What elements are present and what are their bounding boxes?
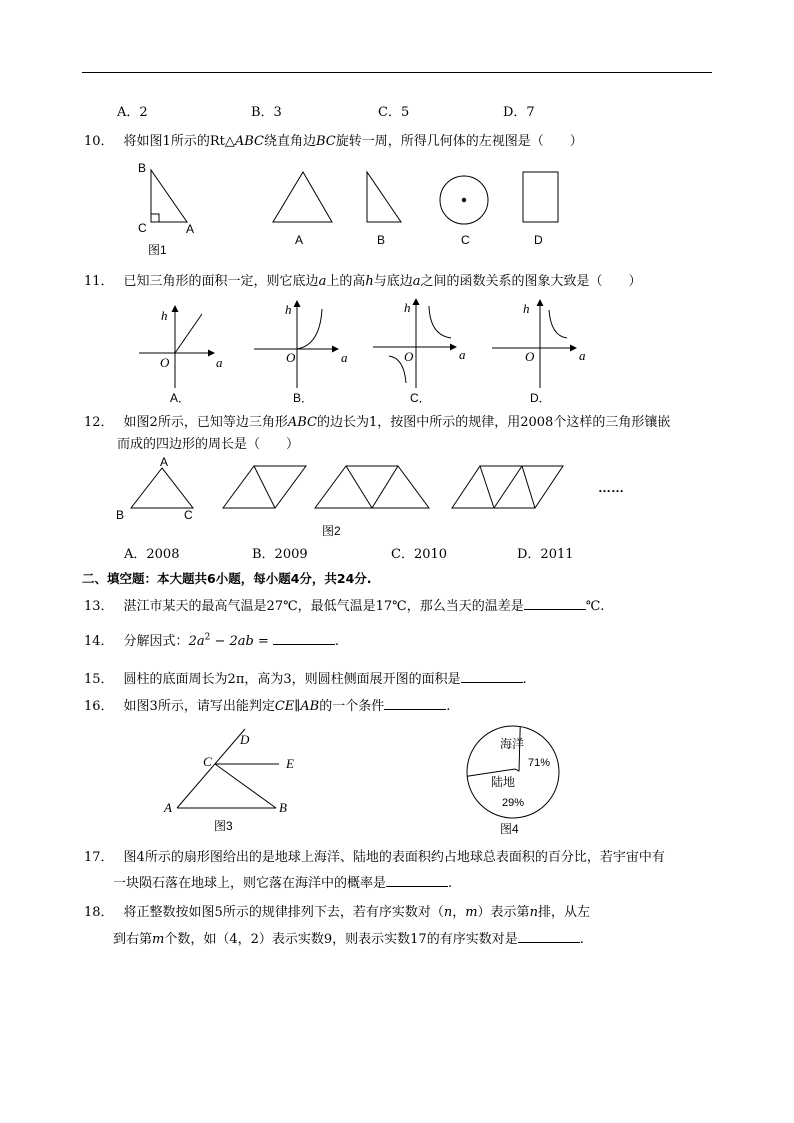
q18-line2-pre: 到右第 — [113, 932, 153, 947]
q17-answer-blank[interactable] — [386, 874, 448, 887]
fig3-point-b: B — [279, 800, 287, 815]
question-18-line1 — [84, 901, 590, 920]
q10-text-pre: 将如图1所示的Rt△ — [123, 134, 235, 149]
q18-var-m: m — [465, 905, 478, 920]
pie-slice-land-boundary — [467, 727, 520, 777]
q10-option-d-label: D — [534, 233, 543, 247]
q18-text-mid: ）表示第 — [477, 905, 530, 920]
pie-slice-boundary — [467, 727, 520, 777]
pie-value-ocean: 71% — [528, 757, 551, 769]
q17-text-line1: 图4所示的扇形图给出的是地球上海洋、陆地的表面积约占地球总表面积的百分比，若宇宙中有 — [123, 850, 665, 865]
q12-option-d: D．2011 — [517, 547, 574, 562]
fig1-caption: 图1 — [148, 243, 167, 257]
q12-text-pre: 如图2所示，已知等边三角形 — [123, 415, 288, 430]
q11-option-a-label: A． — [170, 391, 191, 405]
q9-option-b: B．3 — [251, 105, 282, 120]
q14-number: 14． — [84, 634, 114, 649]
fig2-caption: 图2 — [322, 524, 341, 538]
q14-expr-b: − 2ab = — [210, 634, 269, 649]
q12-triangle: ABC — [287, 415, 317, 430]
question-17-line2 — [113, 872, 452, 891]
question-18-line2 — [113, 928, 584, 947]
q12-text-post: 的边长为1，按图中所示的规律，用2008个这样的三角形镶嵌 — [316, 415, 671, 430]
q10-option-c-label: C — [461, 233, 470, 247]
q9-option-d: D．7 — [503, 105, 535, 120]
q18-period: . — [579, 932, 584, 947]
q11-b-axis-a: a — [341, 350, 348, 365]
q10-number: 10． — [84, 134, 114, 149]
q17-number: 17． — [84, 850, 114, 865]
q18-comma: ， — [452, 905, 466, 920]
q18-var-m-2: m — [152, 932, 165, 947]
q11-var-h: h — [365, 274, 374, 289]
q18-var-n: n — [443, 905, 453, 920]
pie-label-ocean: 海洋 — [500, 737, 525, 751]
q10-option-a-label: A — [295, 233, 304, 247]
q13-number: 13． — [84, 599, 114, 614]
fig3-point-a: A — [164, 800, 172, 815]
q12-option-b: B．2009 — [252, 547, 308, 562]
q14-text: 分解因式： — [123, 634, 189, 649]
q13-unit: ℃. — [585, 599, 605, 614]
pie-label-land: 陆地 — [491, 775, 516, 789]
q11-d-axis-a: a — [579, 348, 586, 363]
q17-period: . — [448, 876, 453, 891]
q18-line2-post: 个数，如（4，2）表示实数9，则表示实数17的有序实数对是 — [164, 932, 518, 947]
fig1-vertex-a: A — [186, 222, 195, 236]
q11-var-a-2: a — [412, 274, 421, 289]
q11-number: 11． — [84, 274, 114, 289]
q11-a-origin: O — [160, 355, 170, 370]
q16-period: . — [446, 699, 451, 714]
q9-option-c: C．5 — [378, 105, 410, 120]
q15-text: 圆柱的底面周长为2π，高为3，则圆柱侧面展开图的面积是 — [123, 672, 461, 687]
q11-option-d-label: D． — [530, 391, 551, 405]
fig1-vertex-b: B — [138, 161, 147, 175]
question-12-line2: 而成的四边形的周长是（ ） — [117, 437, 300, 452]
q15-number: 15． — [84, 672, 114, 687]
q18-number: 18． — [84, 905, 114, 920]
q11-c-axis-a: a — [459, 347, 466, 362]
q18-text-pre: 将正整数按如图5所示的规律排列下去，若有序实数对（ — [123, 905, 444, 920]
q11-d-axis-h: h — [523, 301, 530, 316]
q18-answer-blank[interactable] — [518, 930, 580, 943]
q18-var-n-2: n — [529, 905, 538, 920]
q12-option-c: C．2010 — [391, 547, 448, 562]
q11-a-axis-h: h — [161, 308, 168, 323]
question-17-line1 — [84, 846, 665, 865]
fig2-vertex-c: C — [184, 508, 193, 522]
q11-option-c-label: C． — [410, 391, 431, 405]
q12-number: 12． — [84, 415, 114, 430]
q17-text-line2: 一块陨石落在地球上，则它落在海洋中的概率是 — [113, 876, 387, 891]
q10-option-b-label: B — [377, 233, 386, 247]
q15-period: . — [522, 672, 527, 687]
q11-var-a: a — [318, 274, 327, 289]
fig2-vertex-b: B — [116, 508, 125, 522]
fig3-point-e: E — [286, 756, 294, 771]
q11-b-origin: O — [286, 350, 296, 365]
q16-text-pre: 如图3所示，请写出能判定 — [123, 699, 275, 714]
q11-c-axis-h: h — [404, 300, 411, 315]
q11-text-mid: 上的高 — [326, 274, 366, 289]
q10-text-post: 旋转一周，所得几何体的左视图是（ ） — [335, 134, 583, 149]
q12-option-a: A．2008 — [124, 547, 180, 562]
q10-text-mid: 绕直角边 — [263, 134, 316, 149]
q11-text-post: 之间的函数关系的图象大致是（ ） — [420, 274, 642, 289]
fig3-point-c: C — [203, 754, 212, 769]
q10-triangle: ABC — [234, 134, 264, 149]
q11-c-origin: O — [404, 349, 414, 364]
pie-value-land: 29% — [502, 797, 525, 809]
q18-text-post: 排，从左 — [537, 905, 590, 920]
fig2-vertex-a: A — [160, 455, 169, 469]
q14-expr-a: 2a — [188, 634, 205, 649]
q9-option-a: A．2 — [117, 105, 148, 120]
fig3-point-d: D — [240, 732, 250, 747]
section-2-heading: 二、填空题：本大题共6小题，每小题4分，共24分. — [82, 571, 372, 586]
fig1-vertex-c: C — [138, 221, 147, 235]
fig4-pie-chart — [467, 726, 559, 836]
q11-option-b-label: B． — [293, 391, 314, 405]
q16-text-mid: 的一个条件 — [319, 699, 385, 714]
q11-text-pre: 已知三角形的面积一定，则它底边 — [123, 274, 319, 289]
q11-a-axis-a: a — [216, 355, 223, 370]
q13-text: 湛江市某天的最高气温是27℃，最低气温是17℃，那么当天的温差是 — [123, 599, 524, 614]
q10-side: BC — [315, 134, 336, 149]
fig3-caption: 图3 — [214, 819, 233, 833]
q11-b-axis-h: h — [285, 302, 292, 317]
fig2-ellipsis: …… — [598, 480, 624, 495]
fig3-geometry — [163, 729, 294, 833]
fig4-caption: 图4 — [500, 822, 519, 836]
q11-d-origin: O — [525, 349, 535, 364]
q16-relation: CE∥AB — [274, 699, 320, 714]
q14-exponent: 2 — [204, 632, 211, 643]
q11-text-mid2: 与底边 — [373, 274, 413, 289]
q14-period: . — [334, 634, 339, 649]
q16-number: 16． — [84, 699, 114, 714]
